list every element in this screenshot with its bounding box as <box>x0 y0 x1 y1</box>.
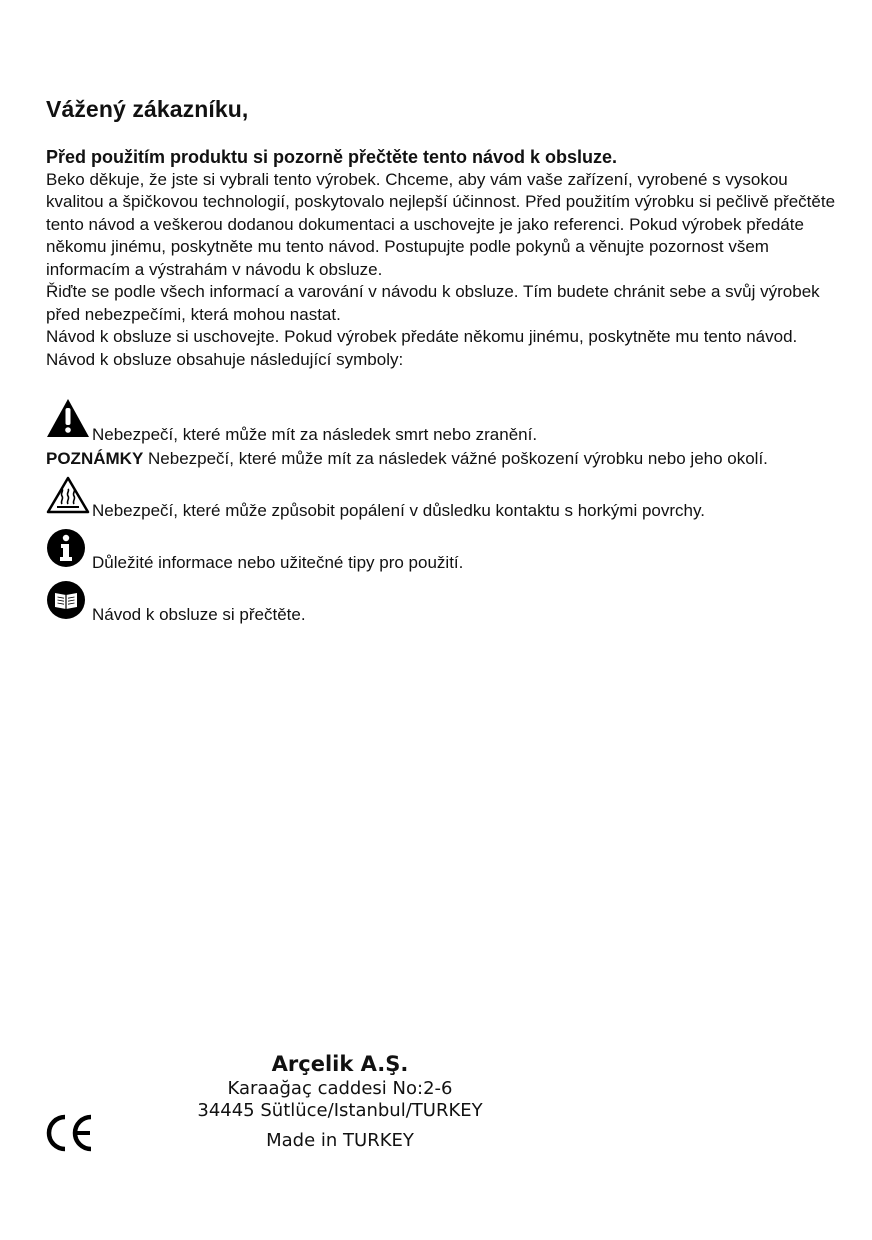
symbol-info-text: Důležité informace nebo užitečné tipy pro použití. <box>92 553 464 572</box>
address-line-1: Karaağaç caddesi No:2-6 <box>227 1078 453 1099</box>
symbol-hot-surface-text: Nebezpečí, které může způsobit popálení v důsledku kontaktu s horkými povrchy. <box>92 501 705 520</box>
warning-triangle-icon <box>46 398 90 444</box>
intro-paragraph: Beko děkuje, že jste si vybrali tento výrobek. Chceme, aby vám vaše zařízení, vyrobené s vysokou kvalitou a špičkovou technologií, poskytovalo nejlepší účinnost. Před použitím výrobku si pečlivě přečtěte tento návod a veškerou dodanou dokumentaci a uschovejte je jako referenci. Pokud výrobek předáte někomu jinému, poskytněte mu tento návod. Postupujte podle pokynů a věnujte pozornost všem informacím a výstrahám v návodu k obsluze. <box>46 169 836 279</box>
read-manual-icon <box>46 580 86 626</box>
intro-section <box>46 146 846 371</box>
symbol-note-row <box>46 448 768 470</box>
symbol-warning-text: Nebezpečí, které může mít za následek smrt nebo zranění. <box>92 425 538 444</box>
page-title: Vážený zákazníku, <box>46 96 249 122</box>
hot-surface-icon <box>46 476 90 520</box>
made-in-label: Made in TURKEY <box>266 1130 414 1151</box>
intro-paragraph: Návod k obsluze obsahuje následující symboly: <box>46 349 404 369</box>
note-text: Nebezpečí, které může mít za následek vážné poškození výrobku nebo jeho okolí. <box>143 449 768 468</box>
intro-paragraph: Řiďte se podle všech informací a varování v návodu k obsluze. Tím budete chránit sebe a svůj výrobek před nebezpečími, která mohou nastat. <box>46 282 820 324</box>
company-name: Arçelik A.Ş. <box>271 1052 409 1076</box>
manufacturer-footer <box>190 1050 490 1152</box>
address-line-2: 34445 Sütlüce/Istanbul/TURKEY <box>197 1100 483 1121</box>
intro-paragraph: Návod k obsluze si uschovejte. Pokud výrobek předáte někomu jinému, poskytněte mu tento návod. <box>46 327 798 346</box>
lead-sentence: Před použitím produktu si pozorně přečtěte tento návod k obsluze. <box>46 147 618 167</box>
symbol-manual-text: Návod k obsluze si přečtěte. <box>92 605 306 624</box>
note-label: POZNÁMKY <box>46 449 144 468</box>
info-icon <box>46 528 86 574</box>
ce-mark-icon <box>44 1114 96 1157</box>
